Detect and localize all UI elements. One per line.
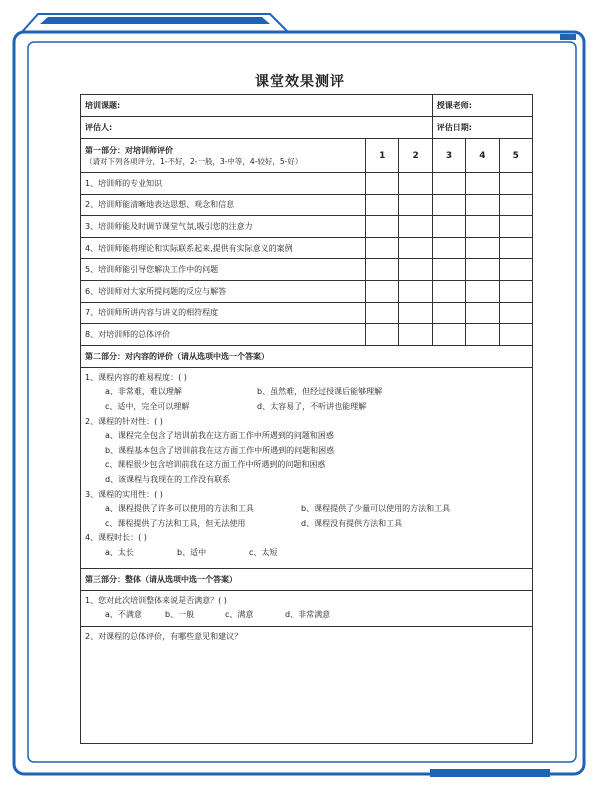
rating-row-6: [81, 280, 533, 302]
rating-cell[interactable]: [432, 280, 465, 302]
part1-instruction: （请对下列各项评分，1-不好，2-一般，3-中等，4-较好，5-好）: [85, 156, 303, 166]
p3-q1-option-b[interactable]: b、一般: [165, 610, 195, 620]
rating-item-label: 7、培训师所讲内容与讲义的相符程度: [81, 302, 366, 324]
rating-cell[interactable]: [499, 259, 532, 281]
p2-q2-option-b[interactable]: b、课程基本包含了培训前我在这方面工作中所遇到的问题和困惑: [105, 445, 335, 455]
rating-row-8: [81, 324, 533, 346]
rating-row-2: [81, 194, 533, 216]
rating-cell[interactable]: [432, 237, 465, 259]
info-row-1: [81, 95, 533, 117]
p2-q3-option-b[interactable]: b、课程提供了少量可以使用的方法和工具: [301, 504, 451, 514]
rating-cell[interactable]: [399, 237, 432, 259]
page-title: 课堂效果测评: [255, 74, 345, 90]
rating-cell[interactable]: [399, 280, 432, 302]
part2-header: [81, 345, 533, 367]
rating-cell[interactable]: [432, 324, 465, 346]
score-header-5: 5: [499, 139, 532, 173]
rating-cell[interactable]: [399, 302, 432, 324]
p3-q1-options: [85, 608, 528, 623]
p3-q1[interactable]: 1、您对此次培训整体来说是否满意？( ): [85, 595, 227, 605]
p2-q4-option-b[interactable]: b、适中: [177, 547, 207, 557]
rating-cell[interactable]: [366, 259, 399, 281]
p2-q1[interactable]: 1、课程内容的难易程度：( ): [85, 372, 187, 382]
part1-title: 第一部分：对培训师评价: [85, 145, 173, 155]
rating-cell[interactable]: [399, 173, 432, 195]
teacher-label[interactable]: 授课老师:: [432, 95, 532, 117]
part3-title: 第三部分：整体（请从选项中选一个答案）: [81, 568, 533, 590]
p2-q3[interactable]: 3、课程的实用性：( ): [85, 489, 163, 499]
rating-cell[interactable]: [466, 259, 499, 281]
part3-q1-cell: [81, 590, 533, 626]
part1-title-cell: [81, 139, 366, 173]
course-label[interactable]: 培训课题:: [81, 95, 433, 117]
p2-q4-options: [85, 546, 528, 561]
frame-top-tab-fill: [40, 17, 270, 24]
rating-item-label: 5、培训师能引导您解决工作中的问题: [81, 259, 366, 281]
p2-q3-option-c[interactable]: c、课程提供了方法和工具，但无法使用: [105, 518, 246, 528]
p2-q2-option-c[interactable]: c、课程很少包含培训前我在这方面工作中所遇到的问题和困惑: [105, 460, 326, 470]
rating-cell[interactable]: [499, 280, 532, 302]
rating-row-7: [81, 302, 533, 324]
p2-q3-option-a[interactable]: a、课程提供了许多可以使用的方法和工具: [105, 504, 254, 514]
p2-q1-option-d[interactable]: d、太容易了，不听讲也能理解: [257, 401, 367, 411]
rating-item-label: 6、培训师对大家所提问题的反应与解答: [81, 280, 366, 302]
rating-cell[interactable]: [366, 216, 399, 238]
rating-row-3: [81, 216, 533, 238]
rating-cell[interactable]: [366, 194, 399, 216]
p2-q1-option-c[interactable]: c、适中，完全可以理解: [105, 401, 190, 411]
evaluator-label[interactable]: 评估人:: [81, 117, 433, 139]
p2-q1-options-ab: [85, 385, 528, 400]
rating-cell[interactable]: [499, 302, 532, 324]
rating-cell[interactable]: [432, 259, 465, 281]
rating-cell[interactable]: [499, 194, 532, 216]
p2-q3-options-ab: [85, 502, 528, 517]
rating-cell[interactable]: [466, 302, 499, 324]
rating-item-label: 8、对培训师的总体评价: [81, 324, 366, 346]
rating-cell[interactable]: [366, 302, 399, 324]
score-header-2: 2: [399, 139, 432, 173]
p3-q1-option-a[interactable]: a、不满意: [105, 610, 142, 620]
part3-q2-cell[interactable]: [81, 626, 533, 743]
part2-questions: [81, 367, 533, 568]
p2-q2[interactable]: 2、课程的针对性：( ): [85, 416, 163, 426]
p3-q1-option-c[interactable]: c、满意: [225, 610, 254, 620]
rating-cell[interactable]: [399, 259, 432, 281]
p2-q3-options-cd: [85, 517, 528, 532]
rating-cell[interactable]: [499, 324, 532, 346]
rating-cell[interactable]: [432, 173, 465, 195]
part2-title: 第二部分：对内容的评价（请从选项中选一个答案）: [81, 345, 533, 367]
rating-cell[interactable]: [399, 324, 432, 346]
part3-q2-row: [81, 626, 533, 743]
rating-cell[interactable]: [399, 216, 432, 238]
rating-cell[interactable]: [366, 280, 399, 302]
rating-item-label: 3、培训师能及时调节课堂气氛,吸引您的注意力: [81, 216, 366, 238]
p2-q2-option-d[interactable]: d、该课程与我现在的工作没有联系: [105, 474, 231, 484]
part2-questions-cell: [81, 367, 533, 568]
date-label[interactable]: 评估日期:: [432, 117, 532, 139]
p3-q2: 2、对课程的总体评价，有哪些意见和建议？: [85, 631, 243, 641]
part3-q1-row: [81, 590, 533, 626]
rating-cell[interactable]: [366, 237, 399, 259]
score-header-3: 3: [432, 139, 465, 173]
p3-q1-option-d[interactable]: d、非常满意: [285, 610, 331, 620]
rating-cell[interactable]: [466, 324, 499, 346]
rating-item-label: 2、培训师能清晰地表达思想、观念和信息: [81, 194, 366, 216]
rating-row-4: [81, 237, 533, 259]
p2-q1-option-a[interactable]: a、非常难，难以理解: [105, 387, 182, 397]
p2-q3-option-d[interactable]: d、课程没有提供方法和工具: [301, 518, 403, 528]
rating-cell[interactable]: [432, 194, 465, 216]
rating-cell[interactable]: [466, 216, 499, 238]
frame-bottom-accent: [430, 769, 550, 777]
p2-q4[interactable]: 4、课程时长：( ): [85, 533, 147, 543]
rating-item-label: 4、培训师能将理论和实际联系起来,提供有实际意义的案例: [81, 237, 366, 259]
rating-cell[interactable]: [466, 194, 499, 216]
part3-header: [81, 568, 533, 590]
rating-row-5: [81, 259, 533, 281]
score-header-1: 1: [366, 139, 399, 173]
rating-cell[interactable]: [432, 216, 465, 238]
evaluation-form: [80, 94, 533, 744]
p2-q1-options-cd: [85, 400, 528, 415]
rating-cell[interactable]: [432, 302, 465, 324]
rating-cell[interactable]: [466, 280, 499, 302]
rating-cell[interactable]: [499, 237, 532, 259]
rating-row-1: [81, 173, 533, 195]
rating-cell[interactable]: [466, 237, 499, 259]
p2-q2-option-a[interactable]: a、课程完全包含了培训前我在这方面工作中所遇到的问题和困惑: [105, 431, 334, 441]
p2-q4-option-c[interactable]: c、太短: [249, 547, 278, 557]
p2-q1-option-b[interactable]: b、虽然难，但经过授课后能够理解: [257, 387, 383, 397]
p2-q4-option-a[interactable]: a、太长: [105, 547, 134, 557]
rating-cell[interactable]: [499, 173, 532, 195]
rating-cell[interactable]: [366, 324, 399, 346]
score-header-4: 4: [466, 139, 499, 173]
rating-cell[interactable]: [499, 216, 532, 238]
frame-top-right-accent: [560, 34, 576, 40]
rating-cell[interactable]: [366, 173, 399, 195]
rating-item-label: 1、培训师的专业知识: [81, 173, 366, 195]
part1-header: [81, 139, 533, 173]
info-row-2: [81, 117, 533, 139]
rating-cell[interactable]: [466, 173, 499, 195]
rating-cell[interactable]: [399, 194, 432, 216]
